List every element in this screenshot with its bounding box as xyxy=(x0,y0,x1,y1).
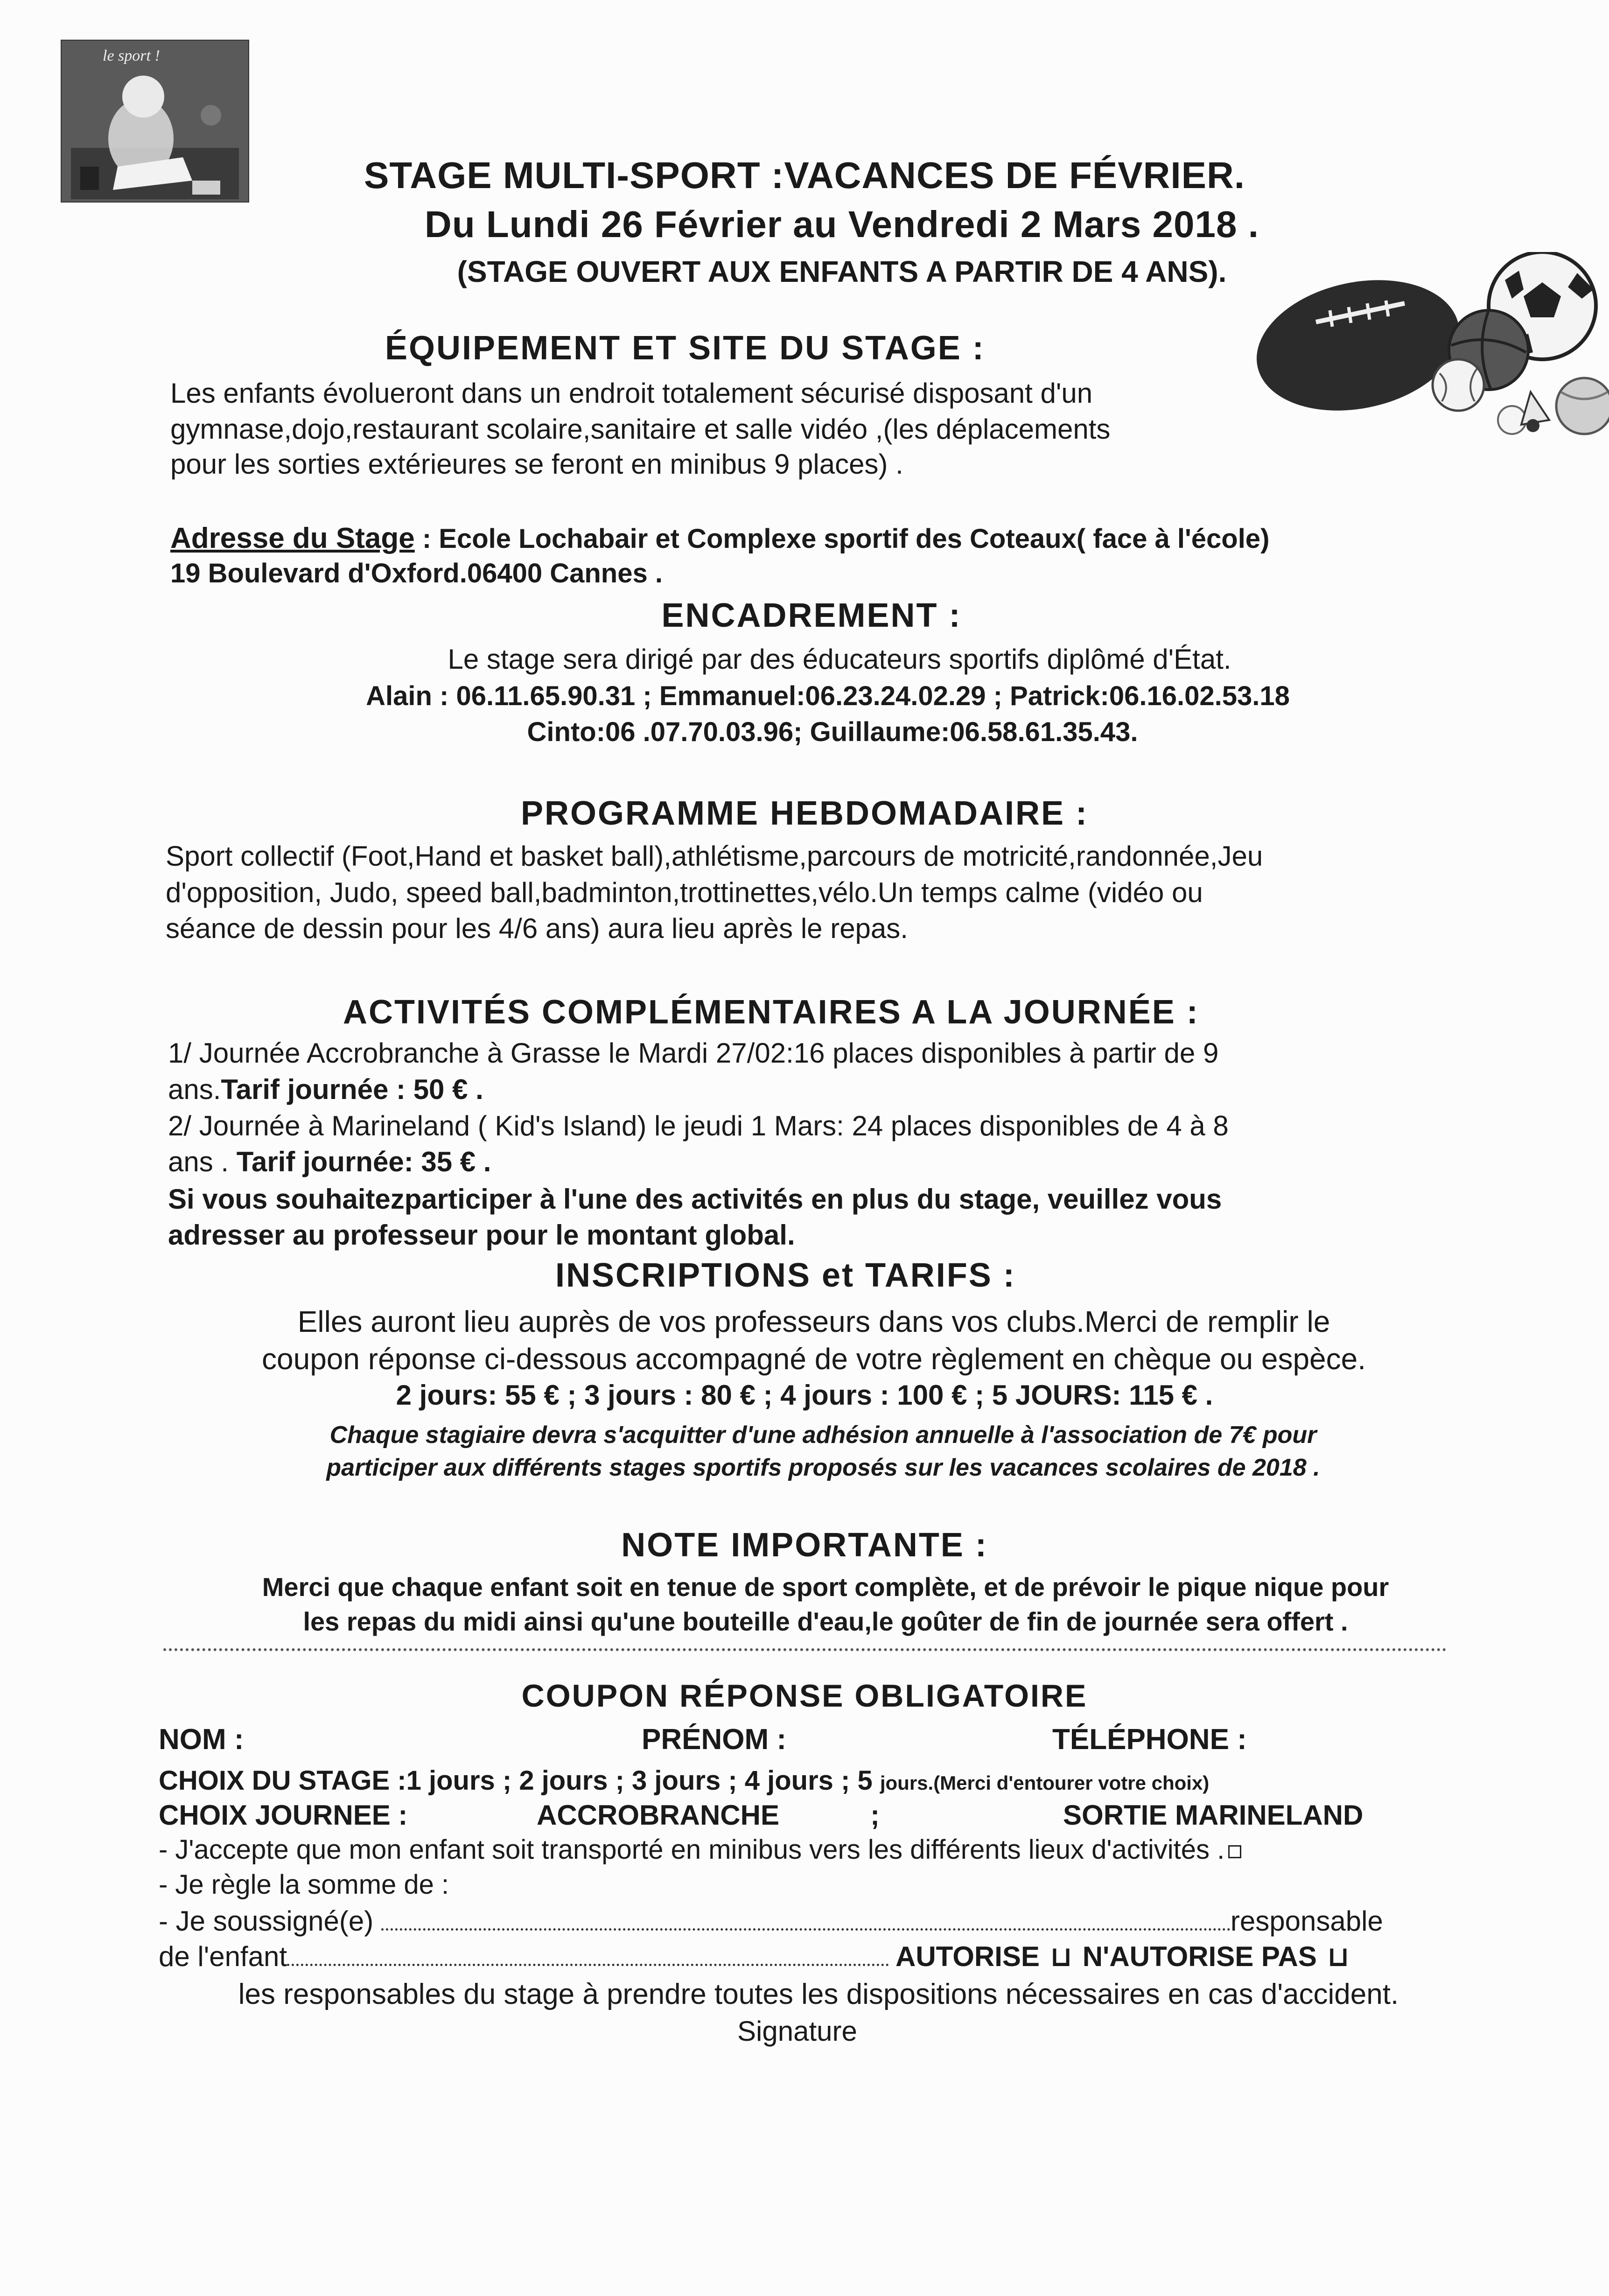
coupon-prenom-label: PRÉNOM : xyxy=(642,1723,786,1756)
encadrement-line-1: Le stage sera dirigé par des éducateurs sportifs diplômé d'État. xyxy=(448,644,1231,675)
coupon-signature-label: Signature xyxy=(737,2016,857,2047)
cut-line-divider xyxy=(163,1644,1447,1651)
coupon-heading: COUPON RÉPONSE OBLIGATOIRE xyxy=(521,1678,1088,1714)
adhesion-line-1: Chaque stagiaire devra s'acquitter d'une adhésion annuelle à l'association de 7€ pour xyxy=(329,1421,1317,1449)
equipement-heading: ÉQUIPEMENT ET SITE DU STAGE : xyxy=(385,329,985,367)
choix-separator: ; xyxy=(870,1799,880,1831)
responsable-text: responsable xyxy=(1230,1905,1383,1937)
enfant-name-field[interactable] xyxy=(287,1964,889,1966)
address-value: : Ecole Lochabair et Complexe sportif des Coteaux( face à l'école) xyxy=(414,524,1270,554)
title-line-2: Du Lundi 26 Février au Vendredi 2 Mars 2018 . xyxy=(425,203,1259,245)
coupon-somme-line: - Je règle la somme de : xyxy=(159,1869,449,1900)
inscriptions-line-1: Elles auront lieu auprès de vos professeurs dans vos clubs.Merci de remplir le xyxy=(297,1305,1330,1338)
logo-text: le sport ! xyxy=(103,47,160,64)
activite-2-prefix: ans . xyxy=(168,1146,237,1177)
activite-2-line-2 xyxy=(168,1146,491,1178)
note-line-1: Merci que chaque enfant soit en tenue de sport complète, et de prévoir le pique nique pour xyxy=(262,1572,1389,1602)
equipement-line-2: gymnase,dojo,restaurant scolaire,sanitaire et salle vidéo ,(les déplacements xyxy=(170,413,1111,445)
autorise-checkbox-icon[interactable]: ⊔ xyxy=(1049,1941,1072,1972)
title-line-3: (STAGE OUVERT AUX ENFANTS A PARTIR DE 4 ANS). xyxy=(457,255,1227,288)
address-label: Adresse du Stage xyxy=(170,522,415,554)
choix-accrobranche[interactable]: ACCROBRANCHE xyxy=(537,1799,779,1831)
coupon-telephone-label: TÉLÉPHONE : xyxy=(1052,1723,1247,1756)
activite-1-line-2 xyxy=(168,1073,483,1106)
enfant-text: de l'enfant xyxy=(159,1941,287,1972)
soussigne-name-field[interactable] xyxy=(381,1928,1231,1931)
equipement-line-1: Les enfants évolueront dans un endroit totalement sécurisé disposant d'un xyxy=(170,378,1093,409)
choix-marineland[interactable]: SORTIE MARINELAND xyxy=(1063,1799,1364,1831)
accept-text: - J'accepte que mon enfant soit transporté en minibus vers les différents lieux d'activités . xyxy=(159,1834,1225,1865)
coupon-soussigne-line xyxy=(159,1905,1383,1937)
activites-heading: ACTIVITÉS COMPLÉMENTAIRES A LA JOURNÉE : xyxy=(343,994,1199,1031)
activite-2-tarif: Tarif journée: 35 € . xyxy=(236,1146,491,1177)
programme-heading: PROGRAMME HEBDOMADAIRE : xyxy=(521,795,1088,832)
activite-1-prefix: ans. xyxy=(168,1074,221,1105)
encadrement-phones-1: Alain : 06.11.65.90.31 ; Emmanuel:06.23.24.02.29 ; Patrick:06.16.02.53.18 xyxy=(366,681,1290,711)
activites-note-line-2: adresser au professeur pour le montant global. xyxy=(168,1219,795,1251)
accept-checkbox[interactable] xyxy=(1228,1845,1241,1858)
coupon-nom-label: NOM : xyxy=(159,1723,244,1756)
autorise-option[interactable]: AUTORISE xyxy=(895,1941,1040,1972)
note-line-2: les repas du midi ainsi qu'une bouteille d'eau,le goûter de fin de journée sera offert . xyxy=(303,1607,1348,1636)
activite-1-line-1: 1/ Journée Accrobranche à Grasse le Mardi 27/02:16 places disponibles à partir de 9 xyxy=(168,1037,1219,1069)
inscriptions-heading: INSCRIPTIONS et TARIFS : xyxy=(555,1257,1016,1294)
encadrement-phones-2: Cinto:06 .07.70.03.96; Guillaume:06.58.61.35.43. xyxy=(527,717,1138,747)
coupon-dispositions-line: les responsables du stage à prendre toutes les dispositions nécessaires en cas d'accident. xyxy=(238,1978,1399,2010)
autorise-pas-checkbox-icon[interactable]: ⊔ xyxy=(1327,1941,1350,1972)
equipement-line-3: pour les sorties extérieures se feront en minibus 9 places) . xyxy=(170,448,903,480)
activite-2-line-1: 2/ Journée à Marineland ( Kid's Island) le jeudi 1 Mars: 24 places disponibles de 4 à 8 xyxy=(168,1110,1229,1141)
coupon-enfant-line xyxy=(159,1940,1350,1973)
choix-stage-text: CHOIX DU STAGE :1 jours ; 2 jours ; 3 jours ; 4 jours ; 5 xyxy=(159,1765,880,1796)
address-line-2: 19 Boulevard d'Oxford.06400 Cannes . xyxy=(170,558,663,588)
activites-note-line-1: Si vous souhaitezparticiper à l'une des activités en plus du stage, veuillez vous xyxy=(168,1183,1222,1215)
address-line-1 xyxy=(170,522,1269,555)
coupon-choix-journee-label: CHOIX JOURNEE : xyxy=(159,1799,408,1831)
coupon-choix-stage xyxy=(159,1765,1209,1796)
encadrement-heading: ENCADREMENT : xyxy=(661,597,962,634)
soussigne-text: - Je soussigné(e) xyxy=(159,1905,381,1937)
autorise-pas-option[interactable]: N'AUTORISE PAS xyxy=(1082,1941,1317,1972)
activite-1-tarif: Tarif journée : 50 € . xyxy=(221,1074,483,1105)
programme-line-2: d'opposition, Judo, speed ball,badminton,trottinettes,vélo.Un temps calme (vidéo ou xyxy=(166,877,1203,908)
inscriptions-prices: 2 jours: 55 € ; 3 jours : 80 € ; 4 jours : 100 € ; 5 JOURS: 115 € . xyxy=(396,1379,1213,1411)
note-heading: NOTE IMPORTANTE : xyxy=(621,1526,988,1564)
adhesion-line-2: participer aux différents stages sportifs proposés sur les vacances scolaires de 2018 . xyxy=(326,1454,1320,1481)
inscriptions-line-2: coupon réponse ci-dessous accompagné de votre règlement en chèque ou espèce. xyxy=(262,1342,1366,1376)
coupon-accept-line xyxy=(159,1834,1241,1865)
programme-line-3: séance de dessin pour les 4/6 ans) aura lieu après le repas. xyxy=(166,913,908,944)
programme-line-1: Sport collectif (Foot,Hand et basket ball),athlétisme,parcours de motricité,randonnée,Jeu xyxy=(166,840,1263,872)
choix-stage-small: jours.(Merci d'entourer votre choix) xyxy=(880,1772,1210,1794)
title-line-1: STAGE MULTI-SPORT :VACANCES DE FÉVRIER. xyxy=(364,154,1245,196)
